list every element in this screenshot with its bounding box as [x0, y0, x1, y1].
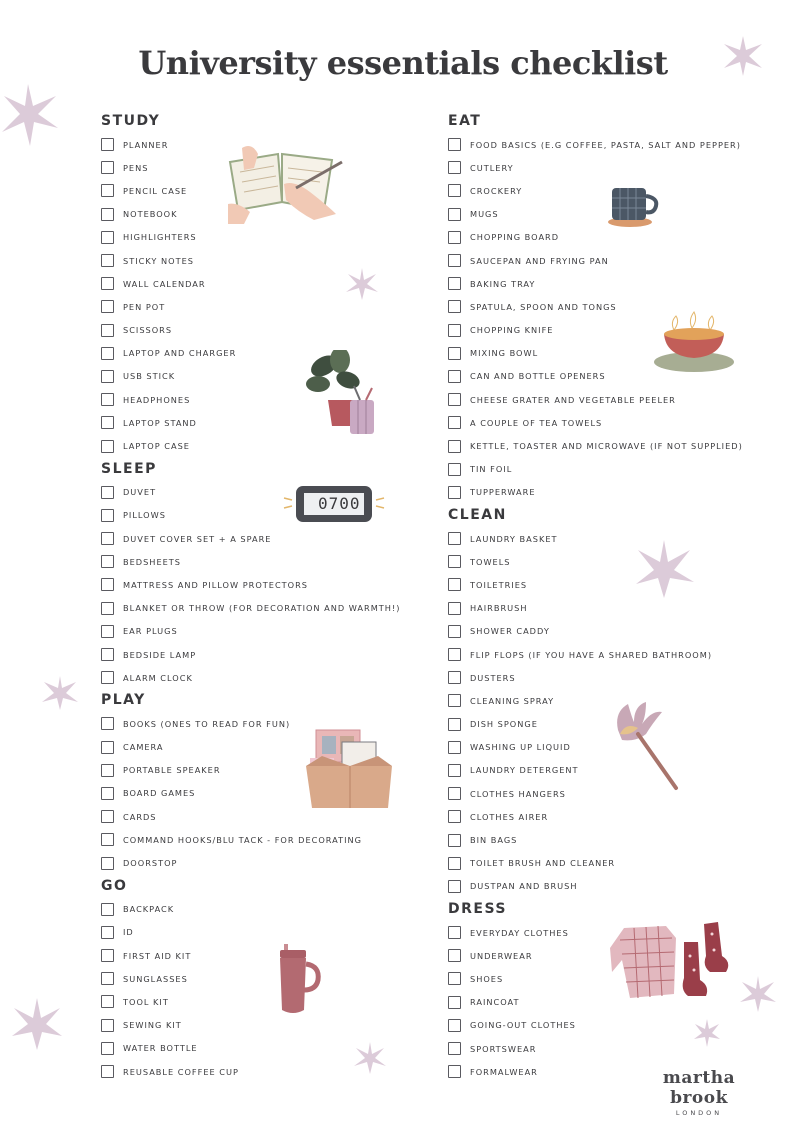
checklist-item-label: CLOTHES HANGERS	[470, 788, 566, 799]
checkbox[interactable]	[448, 486, 461, 499]
brand-logo	[638, 1068, 760, 1117]
checklist-item-label: HAIRBRUSH	[470, 603, 528, 614]
checklist-item-label: ID	[123, 927, 134, 938]
checkbox[interactable]	[101, 949, 114, 962]
checkbox[interactable]	[101, 903, 114, 916]
checklist-item-label: WALL CALENDAR	[123, 278, 206, 289]
checkbox[interactable]	[448, 416, 461, 429]
brand-location: LONDON	[675, 1109, 723, 1117]
checklist-item[interactable]	[101, 620, 421, 643]
checklist-item-label: CHOPPING KNIFE	[470, 325, 554, 336]
checklist-item-label: RAINCOAT	[470, 997, 520, 1008]
checklist-item-label: ALARM CLOCK	[123, 672, 193, 683]
checklist-item[interactable]	[448, 713, 768, 736]
checkbox[interactable]	[101, 1019, 114, 1032]
checkbox[interactable]	[101, 254, 114, 267]
star-icon	[722, 34, 764, 78]
checklist-item-label: WASHING UP LIQUID	[470, 742, 571, 753]
checklist-item[interactable]	[448, 736, 768, 759]
checkbox[interactable]	[448, 555, 461, 568]
checkbox[interactable]	[448, 602, 461, 615]
checkbox[interactable]	[101, 370, 114, 383]
checkbox[interactable]	[448, 277, 461, 290]
checklist-item[interactable]	[448, 597, 768, 620]
checklist-item[interactable]	[101, 666, 421, 689]
checkbox[interactable]	[448, 532, 461, 545]
section-title: EAT	[448, 113, 482, 129]
checklist-item-label: TOILETRIES	[470, 579, 528, 590]
checklist-item-label: MIXING BOWL	[470, 348, 539, 359]
checklist-item-label: PILLOWS	[123, 510, 166, 521]
checkbox[interactable]	[448, 161, 461, 174]
checklist-item-label: CAMERA	[123, 742, 164, 753]
checklist-item[interactable]	[101, 550, 421, 573]
section-title: CLEAN	[448, 507, 507, 523]
checklist-item[interactable]	[448, 643, 768, 666]
checkbox[interactable]	[101, 138, 114, 151]
checklist-item-label: TIN FOIL	[470, 464, 513, 475]
checklist-item[interactable]	[101, 921, 421, 944]
page-title: University essentials checklist	[138, 44, 668, 82]
checkbox[interactable]	[101, 972, 114, 985]
checkbox[interactable]	[101, 161, 114, 174]
checklist-item-label: EVERYDAY CLOTHES	[470, 927, 569, 938]
checklist-item-label: CHOPPING BOARD	[470, 232, 560, 243]
checklist-item-label: BACKPACK	[123, 904, 175, 915]
checklist-item-label: LAPTOP AND CHARGER	[123, 348, 237, 359]
checkbox[interactable]	[448, 996, 461, 1009]
checklist-item-label: A COUPLE OF TEA TOWELS	[470, 417, 603, 428]
checklist-item-label: FIRST AID KIT	[123, 950, 192, 961]
checkbox[interactable]	[448, 787, 461, 800]
section-eat	[448, 110, 768, 504]
checklist-item[interactable]	[448, 666, 768, 689]
checklist-item[interactable]	[448, 156, 768, 179]
notebook-writing-illustration	[224, 140, 346, 224]
star-icon	[738, 974, 778, 1014]
checkbox[interactable]	[448, 393, 461, 406]
checklist-item-label: DUVET	[123, 487, 157, 498]
section-title: GO	[101, 877, 128, 894]
checklist-item-label: SAUCEPAN AND FRYING PAN	[470, 255, 609, 266]
checklist-item-label: SPATULA, SPOON AND TONGS	[470, 301, 617, 312]
checklist-item[interactable]	[448, 759, 768, 782]
checklist-item-label: DISH SPONGE	[470, 719, 538, 730]
checklist-item-label: MATTRESS AND PILLOW PROTECTORS	[123, 579, 308, 590]
checkbox[interactable]	[101, 324, 114, 337]
checkbox[interactable]	[101, 578, 114, 591]
section-title: SLEEP	[101, 460, 157, 477]
star-icon	[352, 1040, 388, 1076]
checkbox[interactable]	[448, 208, 461, 221]
checklist-item[interactable]	[101, 990, 421, 1013]
checkbox[interactable]	[101, 393, 114, 406]
plant-illustration	[306, 350, 388, 438]
checkbox[interactable]	[101, 1065, 114, 1078]
checklist-item-label: TOWELS	[470, 556, 511, 567]
checkbox[interactable]	[101, 486, 114, 499]
checklist-item-label: FLIP FLOPS (IF YOU HAVE A SHARED BATHROOM)	[470, 649, 713, 660]
checklist-item[interactable]	[101, 573, 421, 596]
checklist-item[interactable]	[448, 434, 768, 457]
checklist-item[interactable]	[448, 573, 768, 596]
checkbox[interactable]	[101, 857, 114, 870]
checklist-item-label: EAR PLUGS	[123, 626, 178, 637]
checklist-item-label: WATER BOTTLE	[123, 1043, 198, 1054]
checkbox[interactable]	[448, 741, 461, 754]
checkbox[interactable]	[448, 1042, 461, 1055]
checklist-item[interactable]	[101, 944, 421, 967]
checkbox[interactable]	[448, 671, 461, 684]
checklist-item-label: CLEANING SPRAY	[470, 695, 555, 706]
checklist-item[interactable]	[448, 481, 768, 504]
checklist-item-label: TUPPERWARE	[470, 487, 536, 498]
checklist-item-label: DUSTERS	[470, 672, 516, 683]
checklist-item[interactable]	[448, 388, 768, 411]
checkbox[interactable]	[448, 300, 461, 313]
checkbox[interactable]	[448, 138, 461, 151]
checklist-item-label: CLOTHES AIRER	[470, 811, 549, 822]
checklist-item-label: MUGS	[470, 209, 499, 220]
checkbox[interactable]	[101, 347, 114, 360]
checklist-item[interactable]	[101, 967, 421, 990]
checklist-item-label: COMMAND HOOKS/BLU TACK - FOR DECORATING	[123, 834, 363, 845]
section-title: STUDY	[101, 113, 161, 129]
checklist-item-label: TOOL KIT	[123, 996, 169, 1007]
checklist-item-label: CARDS	[123, 811, 157, 822]
checkbox[interactable]	[448, 463, 461, 476]
moving-box-illustration	[302, 724, 396, 810]
checklist-item-label: DOORSTOP	[123, 858, 178, 869]
checkbox[interactable]	[448, 648, 461, 661]
soup-bowl-illustration	[652, 310, 736, 374]
checklist-item-label: STICKY NOTES	[123, 255, 194, 266]
section-title: DRESS	[448, 901, 508, 917]
checkbox[interactable]	[448, 857, 461, 870]
checklist-item[interactable]	[101, 828, 421, 851]
checkbox[interactable]	[101, 717, 114, 730]
checklist-item[interactable]	[101, 226, 421, 249]
checklist-item[interactable]	[448, 527, 768, 550]
checklist-item-label: SHOES	[470, 973, 504, 984]
checklist-item-label: DUSTPAN AND BRUSH	[470, 881, 578, 892]
checklist-item-label: PORTABLE SPEAKER	[123, 765, 221, 776]
checkbox[interactable]	[101, 741, 114, 754]
mug-illustration	[606, 186, 660, 228]
checkbox[interactable]	[448, 347, 461, 360]
checklist-item-label: LAPTOP STAND	[123, 417, 197, 428]
checklist-item-label: PENS	[123, 162, 149, 173]
checkbox[interactable]	[101, 926, 114, 939]
water-bottle-illustration	[274, 944, 322, 1016]
checklist-item-label: BEDSHEETS	[123, 556, 181, 567]
clock-display: 0700	[318, 494, 361, 513]
checkbox[interactable]	[101, 671, 114, 684]
checklist-item-label: SUNGLASSES	[123, 973, 188, 984]
checklist-item[interactable]	[101, 527, 421, 550]
checkbox[interactable]	[448, 231, 461, 244]
checklist-item-label: DUVET COVER SET + A SPARE	[123, 533, 272, 544]
checkbox[interactable]	[101, 555, 114, 568]
checkbox[interactable]	[101, 184, 114, 197]
checklist-item[interactable]	[101, 1014, 421, 1037]
checkbox[interactable]	[448, 694, 461, 707]
checklist-item[interactable]	[448, 689, 768, 712]
checkbox[interactable]	[101, 300, 114, 313]
checklist-item-label: CAN AND BOTTLE OPENERS	[470, 371, 606, 382]
checklist-item-label: SCISSORS	[123, 325, 173, 336]
checklist-item-label: HEADPHONES	[123, 394, 191, 405]
checkbox[interactable]	[101, 810, 114, 823]
checkbox[interactable]	[448, 972, 461, 985]
checklist-item-label: LAUNDRY DETERGENT	[470, 765, 579, 776]
checkbox[interactable]	[101, 532, 114, 545]
checklist-item-label: USB STICK	[123, 371, 176, 382]
checkbox[interactable]	[448, 718, 461, 731]
checklist-item-label: UNDERWEAR	[470, 950, 533, 961]
checklist-item[interactable]	[448, 272, 768, 295]
checkbox[interactable]	[448, 1065, 461, 1078]
checklist-item[interactable]	[448, 458, 768, 481]
checklist-item[interactable]	[448, 133, 768, 156]
checkbox[interactable]	[101, 416, 114, 429]
checklist-item-label: BEDSIDE LAMP	[123, 649, 197, 660]
checklist-item-label: CROCKERY	[470, 185, 523, 196]
checklist-item[interactable]	[448, 550, 768, 573]
star-icon	[40, 674, 80, 712]
star-icon	[10, 996, 64, 1052]
checkbox[interactable]	[101, 1042, 114, 1055]
checklist-item-label: NOTEBOOK	[123, 209, 178, 220]
checkbox[interactable]	[101, 277, 114, 290]
checklist-item-label: LAUNDRY BASKET	[470, 533, 558, 544]
checklist-item-label: GOING-OUT CLOTHES	[470, 1020, 576, 1031]
brand-name: martha brook	[662, 1068, 736, 1108]
checklist-item[interactable]	[448, 249, 768, 272]
checkbox[interactable]	[448, 880, 461, 893]
checkbox[interactable]	[101, 231, 114, 244]
checkbox[interactable]	[448, 254, 461, 267]
checklist-item-label: PLANNER	[123, 139, 169, 150]
checklist-item-label: REUSABLE COFFEE CUP	[123, 1066, 239, 1077]
checkbox[interactable]	[448, 184, 461, 197]
star-icon	[632, 538, 696, 600]
checklist-item[interactable]	[101, 319, 421, 342]
checklist-item-label: BOARD GAMES	[123, 788, 196, 799]
checkbox[interactable]	[448, 949, 461, 962]
checklist-item[interactable]	[101, 851, 421, 874]
checklist-item[interactable]	[448, 828, 768, 851]
checklist-item[interactable]	[448, 620, 768, 643]
feather-duster-illustration	[612, 700, 682, 792]
checklist-item[interactable]	[448, 875, 768, 898]
checkbox[interactable]	[448, 926, 461, 939]
star-icon	[0, 82, 60, 148]
clothes-illustration	[610, 920, 730, 1002]
checklist-item-label: LAPTOP CASE	[123, 441, 190, 452]
section-title: PLAY	[101, 692, 146, 709]
checkbox[interactable]	[448, 764, 461, 777]
checklist-item-label: PEN POT	[123, 301, 166, 312]
checkbox[interactable]	[448, 440, 461, 453]
checklist-item-label: SHOWER CADDY	[470, 626, 550, 637]
checklist-item-label: SPORTSWEAR	[470, 1043, 537, 1054]
checkbox[interactable]	[101, 648, 114, 661]
checklist-item[interactable]	[101, 643, 421, 666]
checklist-item-label: CUTLERY	[470, 162, 514, 173]
checklist-item-label: CHEESE GRATER AND VEGETABLE PEELER	[470, 394, 676, 405]
checklist-item[interactable]	[448, 805, 768, 828]
checkbox[interactable]	[101, 208, 114, 221]
checklist-item-label: SEWING KIT	[123, 1020, 182, 1031]
star-icon	[344, 266, 380, 302]
checklist-item[interactable]	[448, 852, 768, 875]
star-icon	[692, 1018, 722, 1048]
checkbox[interactable]	[448, 324, 461, 337]
checkbox[interactable]	[101, 509, 114, 522]
checklist-item[interactable]	[101, 597, 421, 620]
checklist-item[interactable]	[448, 411, 768, 434]
checklist-item-label: TOILET BRUSH AND CLEANER	[470, 858, 616, 869]
checklist-item-label: BLANKET OR THROW (FOR DECORATION AND WARMTH!)	[123, 603, 401, 614]
checkbox[interactable]	[101, 833, 114, 846]
left-column	[101, 110, 421, 1083]
checkbox[interactable]	[448, 1019, 461, 1032]
checklist-item[interactable]	[448, 782, 768, 805]
checkbox[interactable]	[101, 440, 114, 453]
checkbox[interactable]	[101, 995, 114, 1008]
checkbox[interactable]	[448, 625, 461, 638]
checkbox[interactable]	[101, 764, 114, 777]
checklist-item-label: FORMALWEAR	[470, 1066, 538, 1077]
checklist-item-label: PENCIL CASE	[123, 185, 188, 196]
checkbox[interactable]	[101, 602, 114, 615]
checkbox[interactable]	[448, 810, 461, 823]
checkbox[interactable]	[101, 787, 114, 800]
checklist-item-label: BAKING TRAY	[470, 278, 536, 289]
checkbox[interactable]	[448, 578, 461, 591]
checklist-item[interactable]	[448, 226, 768, 249]
checkbox[interactable]	[448, 834, 461, 847]
checkbox[interactable]	[448, 370, 461, 383]
checklist-item-label: FOOD BASICS (E.G COFFEE, PASTA, SALT AND PEPPER)	[470, 139, 741, 150]
checklist-item-label: BIN BAGS	[470, 835, 518, 846]
checkbox[interactable]	[101, 625, 114, 638]
checklist-item-label: BOOKS (ONES TO READ FOR FUN)	[123, 718, 291, 729]
checklist-item[interactable]	[101, 898, 421, 921]
checklist-item-label: KETTLE, TOASTER AND MICROWAVE (IF NOT SUPPLIED)	[470, 441, 743, 452]
section-clean	[448, 504, 768, 898]
checklist-item-label: HIGHLIGHTERS	[123, 232, 197, 243]
